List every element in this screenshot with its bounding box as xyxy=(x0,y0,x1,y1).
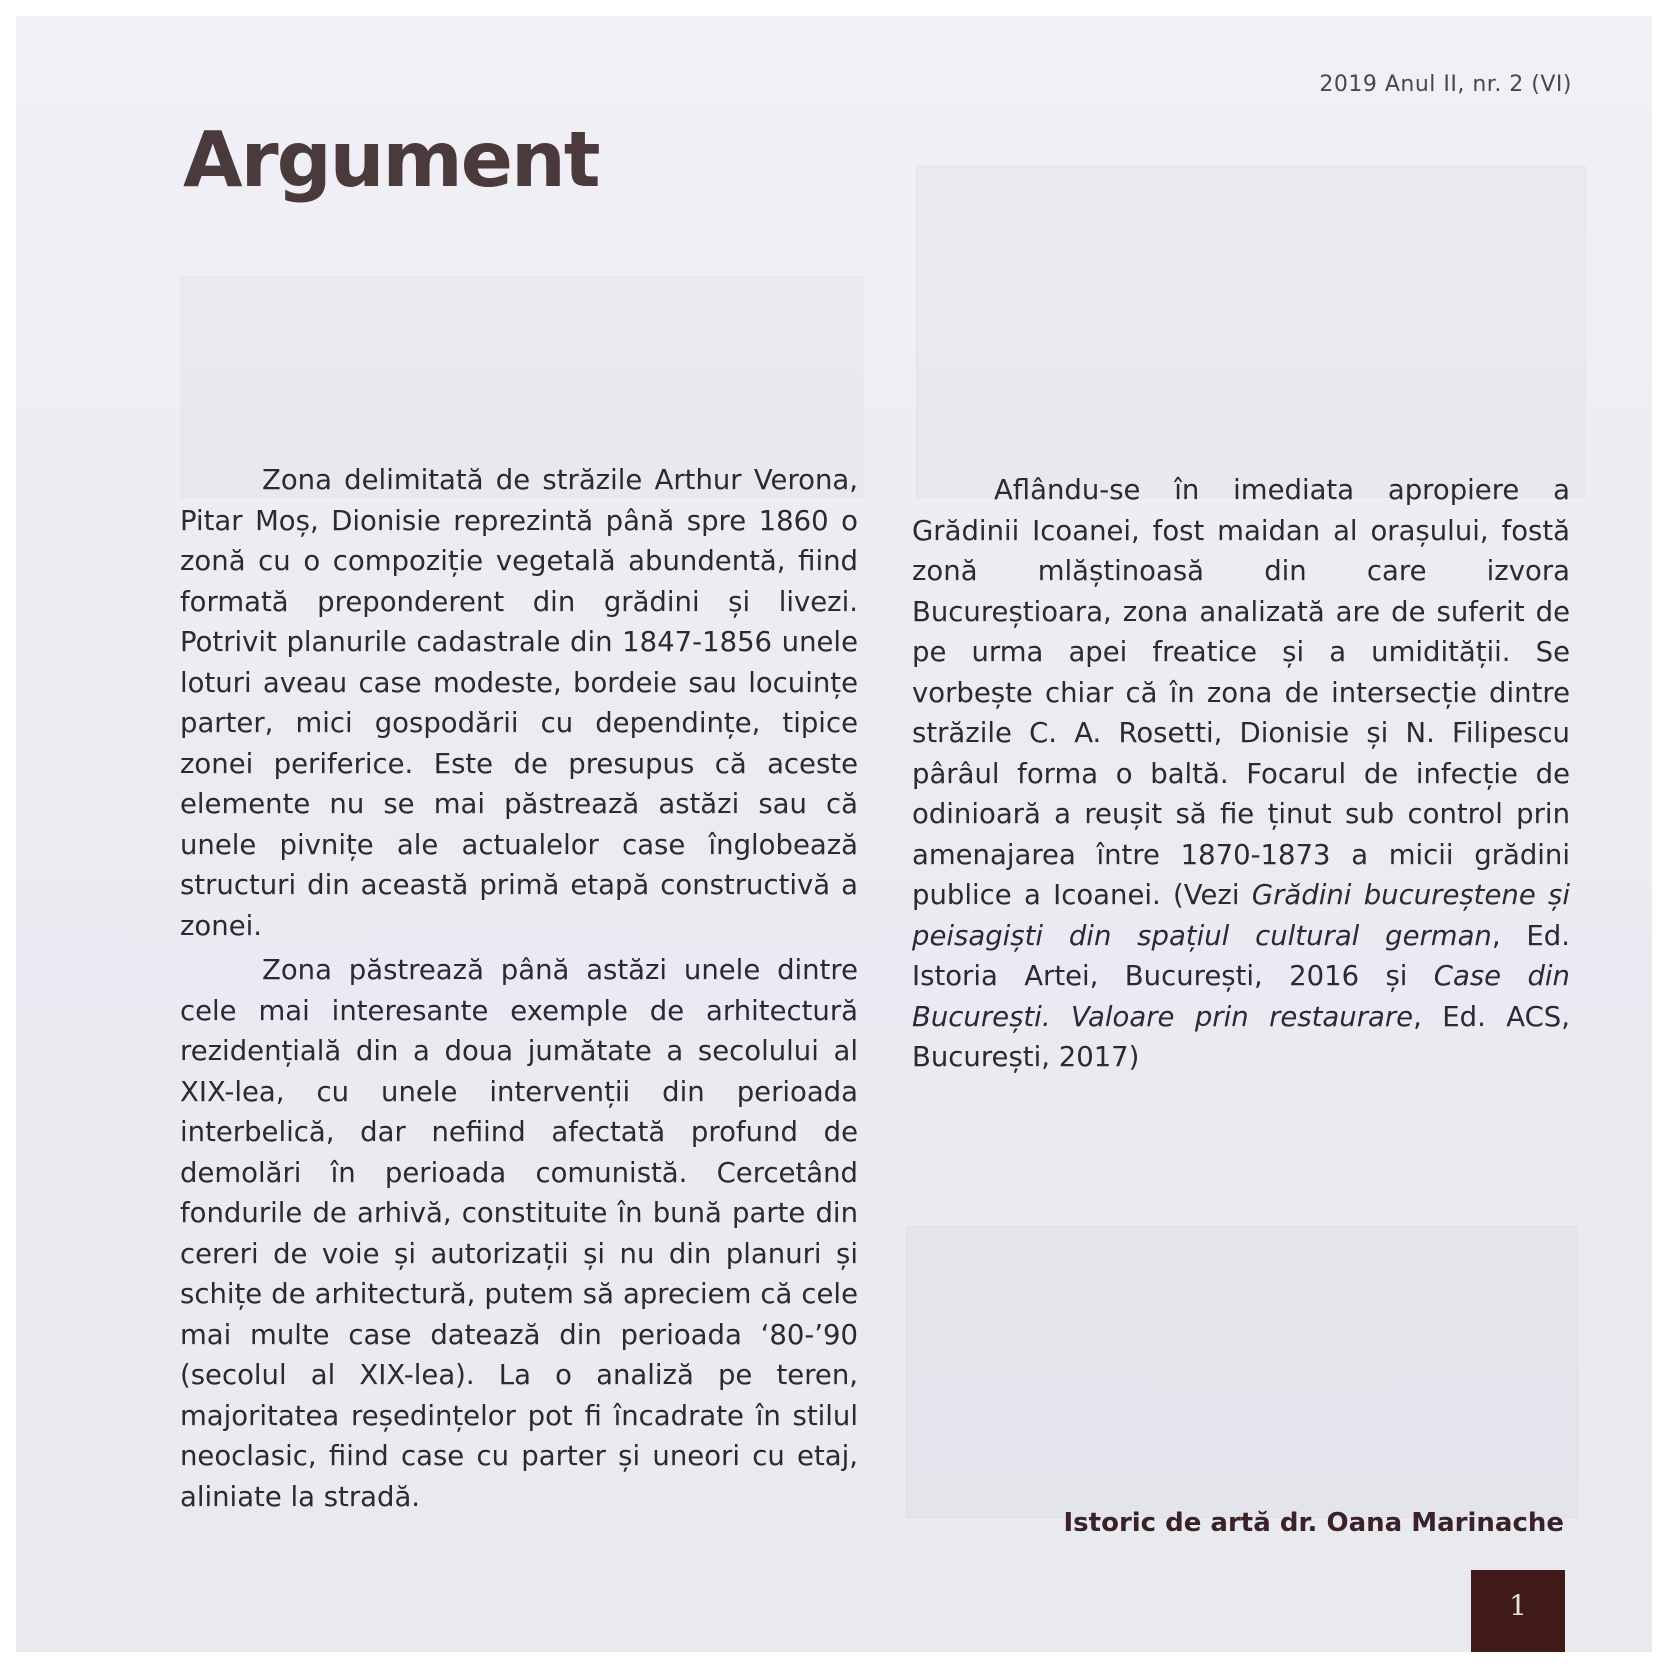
paragraph-text: , Ed. ACS, București, 2017) xyxy=(912,1000,1570,1073)
paragraph-text: Aflându-se în imediata apropiere a Grădinii Icoanei, fost maidan al orașului, fostă zonă mlăștinoasă din care izvora Bucureștioara, zona analizată are de suferit de pe urma apei freatice și a umidității. Se vorbește chiar că în zona de intersecție dintre străzile C. A. Rosetti, Dionisie și N. Filipescu pârâul forma o baltă. Focarul de infecție de odinioară a reușit să fie ținut sub control prin amenajarea între 1870-1873 a micii grădini publice a Icoanei. (Vezi xyxy=(912,474,1570,911)
reference-title: Grădini bucureștene și peisagiști din spațiul cultural german xyxy=(912,879,1571,952)
page-number: 1 xyxy=(1471,1570,1565,1652)
left-column xyxy=(180,460,858,1517)
paragraph: Zona delimitată de străzile Arthur Verona, Pitar Moș, Dionisie reprezintă până spre 1860 o zonă cu o compoziție vegetală abundentă, fiind formată preponderent din grădini și livezi. Potrivit planurile cadastrale din 1847-1856 unele loturi aveau case modeste, bordeie sau locuințe parter, mici gospodării cu dependințe, tipice zonei periferice. Este de presupus că aceste elemente nu se mai păstrează astăzi sau că unele pivnițe ale actualelor case înglobează structuri din această primă etapă constructivă a zonei. xyxy=(180,464,858,942)
author-signature: Istoric de artă dr. Oana Marinache xyxy=(1063,1508,1564,1538)
paragraph: Zona păstrează până astăzi unele dintre cele mai interesante exemple de arhitectură rezidențială din a doua jumătate a secolului al XIX-lea, cu unele intervenții din perioada interbelică, dar nefiind afectată profund de demolări în perioada comunistă. Cercetând fondurile de arhivă, constituite în bună parte din cereri de voie și autorizații și nu din planuri și schițe de arhitectură, putem să apreciem că cele mai multe case datează din perioada ‘80-’90 (secolul al XIX-lea). La o analiză pe teren, majoritatea reședințelor pot fi încadrate în stilul neoclasic, fiind case cu parter și uneori cu etaj, aliniate la stradă. xyxy=(180,954,858,1513)
page-title: Argument xyxy=(183,116,599,205)
show-through-photo-top xyxy=(916,166,1586,498)
show-through-photo-bottom xyxy=(906,1226,1578,1518)
right-column xyxy=(912,470,1570,1078)
reference-title: Case din București. Valoare prin restaurare xyxy=(912,960,1570,1033)
issue-label: 2019 Anul II, nr. 2 (VI) xyxy=(1319,72,1572,97)
paragraph-text: , Ed. Istoria Artei, București, 2016 și xyxy=(912,919,1570,992)
paragraph xyxy=(912,470,1570,1078)
